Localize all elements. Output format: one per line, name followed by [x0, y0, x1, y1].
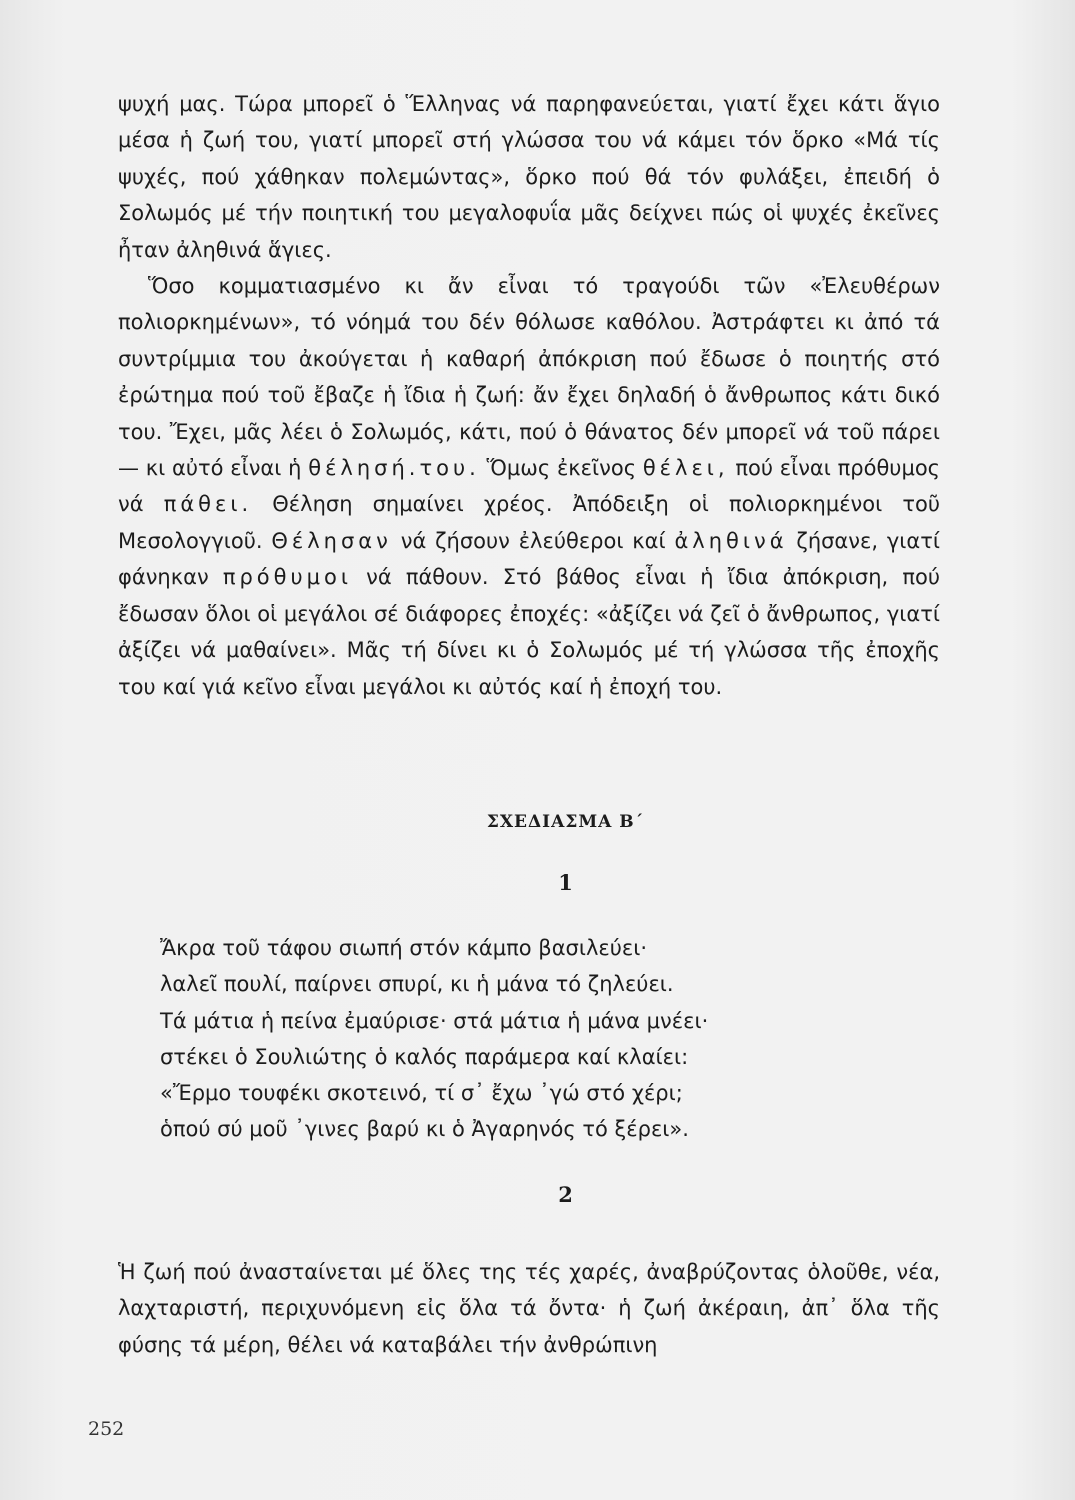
paragraph-2-text-e: νά ζήσουν ἐλεύθεροι καί: [400, 528, 666, 553]
paragraph-2: [118, 268, 940, 705]
poem-line: ὁπού σύ μοῦ ᾽γινες βαρύ κι ὁ Ἀγαρηνός τό ξέρει».: [160, 1117, 689, 1142]
poem-line: Τά μάτια ἡ πείνα ἐμαύρισε· στά μάτια ἡ μάνα μνέει·: [160, 1008, 709, 1033]
section-title: ΣΧΕΔΙΑΣΜΑ Β΄: [486, 812, 645, 832]
section-2-text: [118, 1254, 940, 1363]
section-number-1: 1: [558, 870, 573, 895]
paragraph-2-text-g: νά πάθουν. Στό βάθος εἶναι ἡ ἴδια ἀπόκριση, πού ἔδωσαν ὅλοι οἱ μεγάλοι σέ διάφορες ἐποχές: «ἀξίζει νά ζεῖ ὁ ἄνθρωπος, γιατί ἀξίζει νά μαθαίνει». Μᾶς τή δίνει κι ὁ Σολωμός μέ τή γλώσσα τῆς ἐποχῆς του καί γιά κεῖνο εἶναι μεγάλοι κι αὐτός καί ἡ ἐποχή του.: [118, 565, 940, 699]
paragraph-2-text-a: Ὅσο κομματιασμένο κι ἄν εἶναι τό τραγούδι τῶν «Ἐλευθέρων πολιορκημένων», τό νόημά του δέν θόλωσε καθόλου. Ἀστράφτει κι ἀπό τά συντρίμμια του ἀκούγεται ἡ καθαρή ἀπόκριση πού ἔδωσε ὁ ποιητής στό ἐρώτημα πού τοῦ ἔβαζε ἡ ἴδια ἡ ζωή: ἄν ἔχει δηλαδή ὁ ἄνθρωπος κάτι δικό του. Ἔχει, μᾶς λέει ὁ Σολωμός, κάτι, πού ὁ θάνατος δέν μπορεῖ νά τοῦ πάρει — κι αὐτό εἶναι ἡ: [118, 274, 940, 481]
main-text: [118, 86, 940, 705]
section-number-2: 2: [558, 1182, 573, 1207]
paragraph-1: ψυχή μας. Τώρα μπορεῖ ὁ Ἕλληνας νά παρηφανεύεται, γιατί ἔχει κάτι ἅγιο μέσα ἡ ζωή του, γιατί μπορεῖ στή γλώσσα του νά κάμει τόν ὅρκο «Μά τίς ψυχές, πού χάθηκαν πολεμώντας», ὅρκο πού θά τόν φυλάξει, ἐπειδή ὁ Σολωμός μέ τήν ποιητική του μεγαλοφυΐα μᾶς δείχνει πώς οἱ ψυχές ἐκεῖνες ἦταν ἀληθινά ἅγιες.: [118, 92, 940, 262]
poem-line: Ἄκρα τοῦ τάφου σιωπή στόν κάμπο βασιλεύει·: [160, 936, 648, 960]
poem-line: στέκει ὁ Σουλιώτης ὁ καλός παράμερα καί κλαίει:: [160, 1044, 689, 1069]
poem-line: λαλεῖ πουλί, παίρνει σπυρί, κι ἡ μάνα τό ζηλεύει.: [160, 972, 674, 997]
paragraph-2-text-c: πού εἶναι πρόθυμος νά: [118, 456, 940, 517]
spaced-word-thelisi: θέλησή.: [308, 456, 420, 481]
spaced-word-pathei: πάθει.: [163, 492, 253, 517]
page-number: 252: [88, 1418, 125, 1440]
paragraph-2-text-d: Θέληση σημαίνει χρέος. Ἀπόδειξη οἱ πολιορκημένοι τοῦ Μεσολογγιοῦ.: [118, 492, 940, 553]
poem-block: [160, 930, 900, 1148]
paragraph-2-text-f: ζήσανε, γιατί φάνηκαν: [118, 528, 940, 590]
spaced-word-tou: του.: [419, 456, 480, 481]
paragraph-3: Ἡ ζωή πού ἀνασταίνεται μέ ὅλες της τές χαρές, ἀναβρύζοντας ὁλοῦθε, νέα, λαχταριστή, περιχυνόμενη εἰς ὅλα τά ὄντα· ἡ ζωή ἀκέραιη, ἀπ᾽ ὅλα τῆς φύσης τά μέρη, θέλει νά καταβάλει τήν ἀνθρώπινη: [118, 1260, 940, 1357]
paragraph-2-text-b: Ὅμως ἐκεῖνος: [486, 456, 637, 481]
spaced-word-thelei: θέλει,: [642, 456, 729, 481]
poem-line: «Ἔρμο τουφέκι σκοτεινό, τί σ᾽ ἔχω ᾽γώ στό χέρι;: [160, 1081, 683, 1106]
spaced-word-alithina: ἀληθινά: [674, 528, 788, 553]
spaced-word-prothymoi: πρόθυμοι: [222, 565, 352, 590]
spaced-word-thelisan: Θέλησαν: [271, 528, 392, 553]
